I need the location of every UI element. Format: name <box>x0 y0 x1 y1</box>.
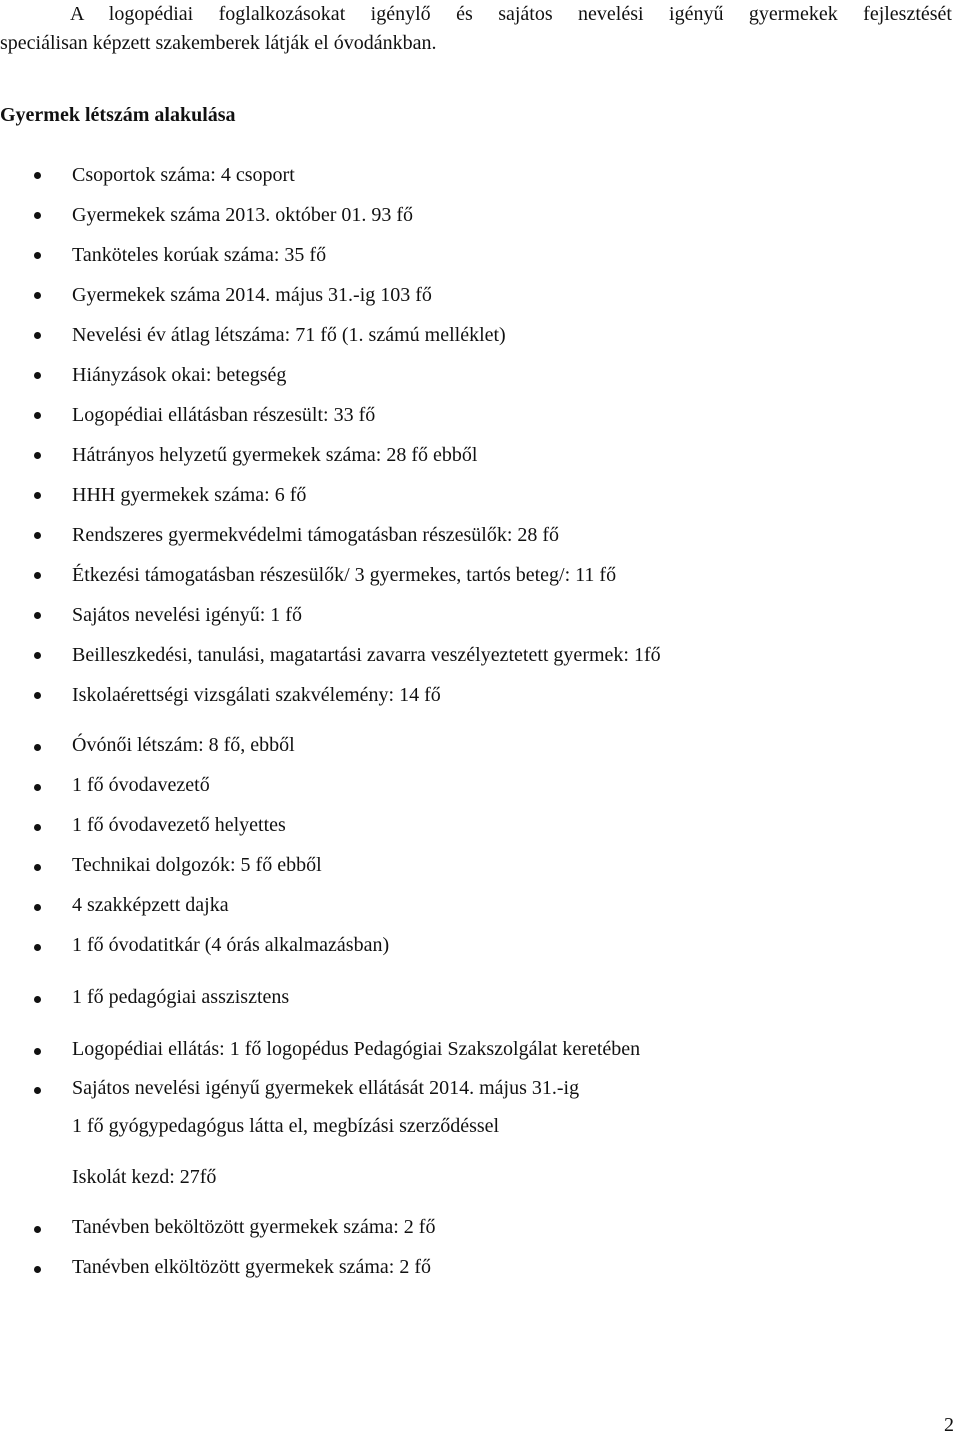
special-care-continuation: 1 fő gyógypedagógus látta el, megbízási szerződéssel <box>72 1115 500 1137</box>
school-start-count: Iskolát kezd: 27fő <box>72 1166 217 1188</box>
list-item-integration: Beilleszkedési, tanulási, magatartási zavarra veszélyeztetett gyermek: 1fő <box>72 644 661 666</box>
bullet-icon <box>34 412 41 419</box>
list-item-speech-therapy: Logopédiai ellátásban részesült: 33 fő <box>72 404 376 426</box>
bullet-icon <box>34 692 41 699</box>
bullet-icon <box>34 1087 41 1094</box>
bullet-icon <box>34 292 41 299</box>
bullet-icon <box>34 864 41 871</box>
bullet-icon <box>34 492 41 499</box>
list-item-children-may: Gyermekek száma 2014. május 31.-ig 103 fő <box>72 284 432 306</box>
bullet-icon <box>34 172 41 179</box>
bullet-icon <box>34 784 41 791</box>
list-item-assistant: 1 fő pedagógiai asszisztens <box>72 986 290 1008</box>
list-item-meal-support: Étkezési támogatásban részesülők/ 3 gyermekes, tartós beteg/: 11 fő <box>72 564 617 586</box>
list-item-moved-out: Tanévben elköltözött gyermekek száma: 2 fő <box>72 1256 432 1278</box>
list-item-children-october: Gyermekek száma 2013. október 01. 93 fő <box>72 204 414 226</box>
list-item-moved-in: Tanévben beköltözött gyermekek száma: 2 fő <box>72 1216 436 1238</box>
list-item-special-needs: Sajátos nevelési igényű: 1 fő <box>72 604 302 626</box>
bullet-icon <box>34 944 41 951</box>
bullet-icon <box>34 1266 41 1273</box>
section-heading: Gyermek létszám alakulása <box>0 104 236 126</box>
bullet-icon <box>34 744 41 751</box>
bullet-icon <box>34 1048 41 1055</box>
list-item-special-care: Sajátos nevelési igényű gyermekek ellátását 2014. május 31.-ig <box>72 1077 580 1099</box>
list-item-average: Nevelési év átlag létszáma: 71 fő (1. számú melléklet) <box>72 324 506 346</box>
bullet-icon <box>34 904 41 911</box>
intro-paragraph <box>0 0 952 58</box>
list-item-groups: Csoportok száma: 4 csoport <box>72 164 295 186</box>
bullet-icon <box>34 212 41 219</box>
bullet-icon <box>34 532 41 539</box>
bullet-icon <box>34 252 41 259</box>
list-item-child-protection: Rendszeres gyermekvédelmi támogatásban részesülők: 28 fő <box>72 524 560 546</box>
list-item-teachers: Óvónői létszám: 8 fő, ebből <box>72 734 295 756</box>
bullet-icon <box>34 824 41 831</box>
list-item-school-age: Tanköteles korúak száma: 35 fő <box>72 244 327 266</box>
bullet-icon <box>34 1226 41 1233</box>
list-item-absence: Hiányzások okai: betegség <box>72 364 287 386</box>
list-item-head: 1 fő óvodavezető <box>72 774 210 796</box>
page-number: 2 <box>944 1414 954 1436</box>
bullet-icon <box>34 996 41 1003</box>
list-item-disadvantaged: Hátrányos helyzetű gyermekek száma: 28 fő ebből <box>72 444 478 466</box>
list-item-speech-service: Logopédiai ellátás: 1 fő logopédus Pedagógiai Szakszolgálat keretében <box>72 1038 641 1060</box>
list-item-deputy-head: 1 fő óvodavezető helyettes <box>72 814 286 836</box>
list-item-technical-staff: Technikai dolgozók: 5 fő ebből <box>72 854 322 876</box>
bullet-icon <box>34 452 41 459</box>
list-item-school-readiness: Iskolaérettségi vizsgálati szakvélemény: 14 fő <box>72 684 441 706</box>
list-item-nannies: 4 szakképzett dajka <box>72 894 229 916</box>
list-item-hhh: HHH gyermekek száma: 6 fő <box>72 484 307 506</box>
bullet-icon <box>34 572 41 579</box>
bullet-icon <box>34 372 41 379</box>
bullet-icon <box>34 612 41 619</box>
intro-line-2: speciálisan képzett szakemberek látják el óvodánkban. <box>0 32 437 54</box>
bullet-icon <box>34 652 41 659</box>
bullet-icon <box>34 332 41 339</box>
intro-line-1: A logopédiai foglalkozásokat igénylő és sajátos nevelési igényű gyermekek fejlesztését <box>70 3 952 25</box>
list-item-secretary: 1 fő óvodatitkár (4 órás alkalmazásban) <box>72 934 390 956</box>
